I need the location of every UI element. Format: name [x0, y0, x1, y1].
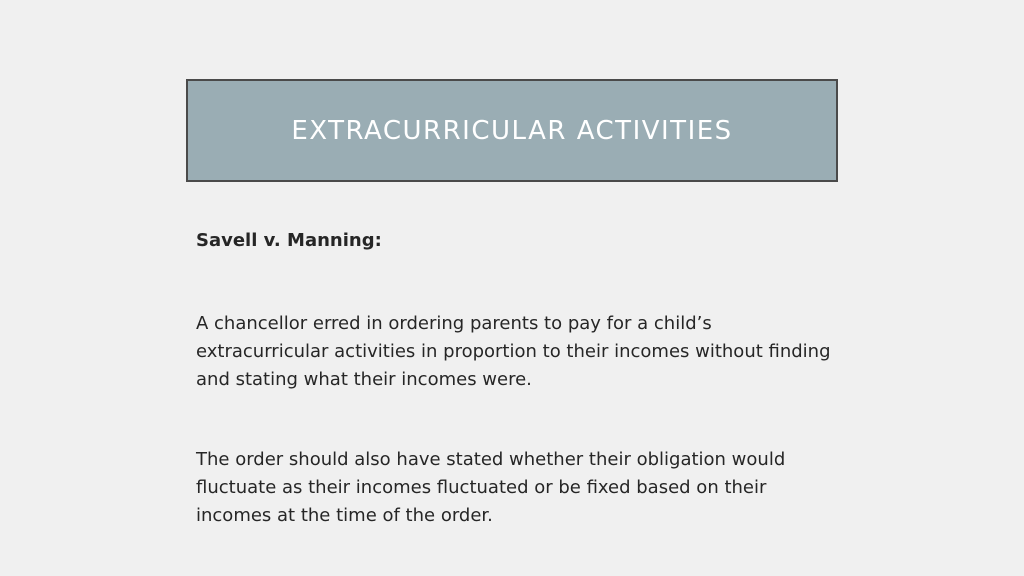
case-name: Savell v. Manning:	[196, 230, 382, 251]
slide-title: EXTRACURRICULAR ACTIVITIES	[291, 115, 733, 146]
paragraph-order: The order should also have stated whether their obligation would fluctuate as their incomes fluctuated or be fixed based on their incomes at the time of the order.	[196, 449, 786, 526]
slide-body	[196, 226, 836, 530]
paragraph-ruling: A chancellor erred in ordering parents to pay for a child’s extracurricular activities in proportion to their incomes without finding and stating what their incomes were.	[196, 313, 831, 390]
title-box	[186, 79, 838, 182]
